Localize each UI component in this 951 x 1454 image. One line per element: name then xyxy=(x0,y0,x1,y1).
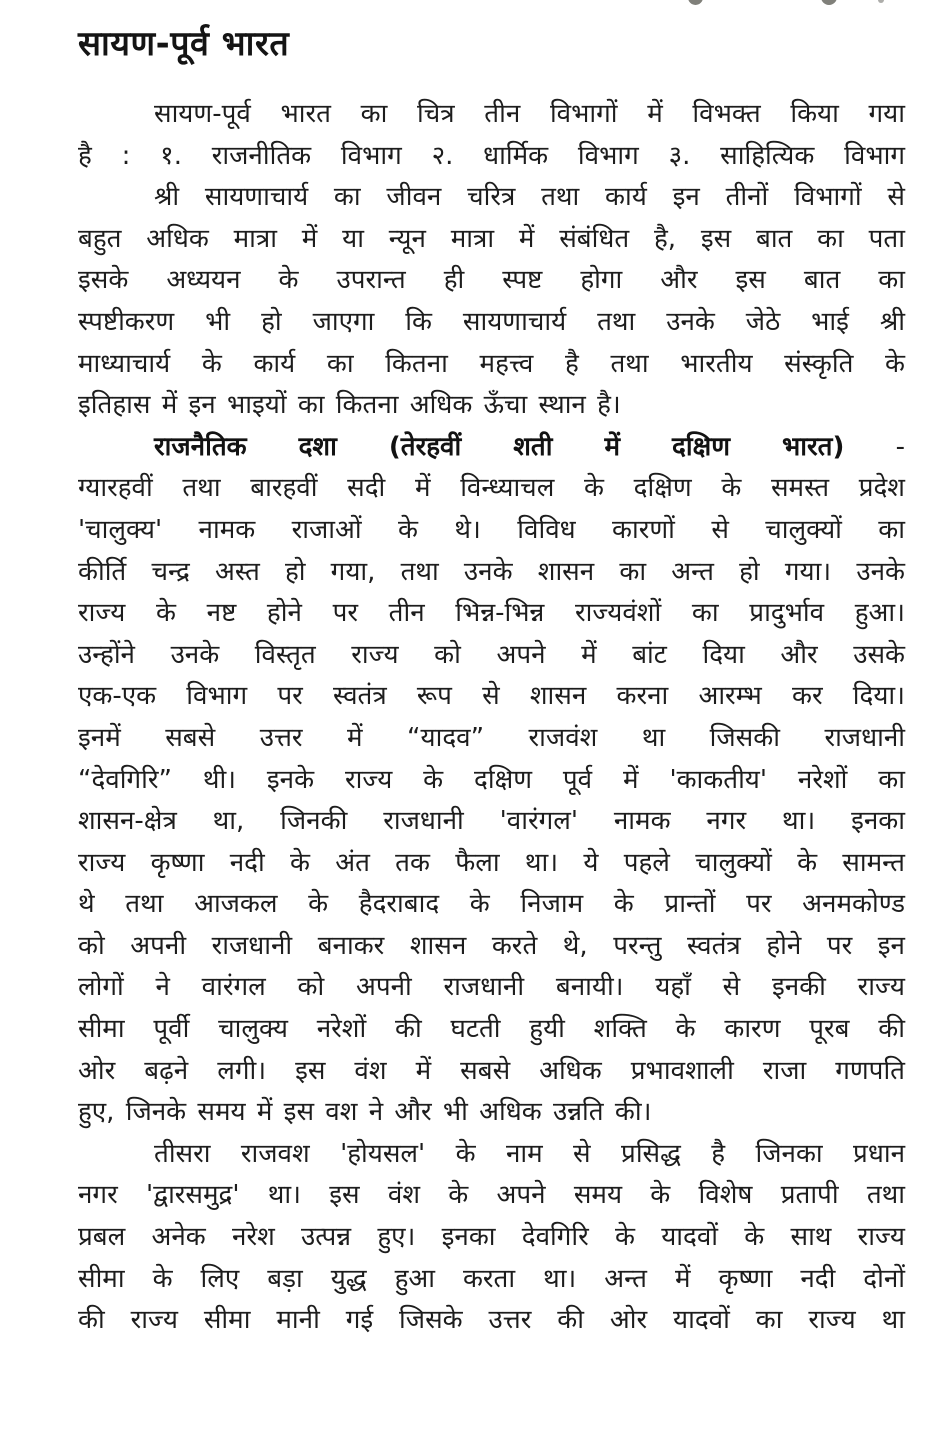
text-line: तीसरा राजवश 'होयसल' के नाम से प्रसिद्ध है जिनका प्रधान xyxy=(154,1138,905,1169)
text-line: माध्याचार्य के कार्य का कितना महत्त्व है तथा भारतीय संस्कृति के xyxy=(78,348,905,379)
text-line: की राज्य सीमा मानी गई जिसके उत्तर की ओर यादवों का राज्य था xyxy=(78,1305,905,1336)
text-line: इसके अध्ययन के उपरान्त ही स्पष्ट होगा और इस बात का xyxy=(78,265,905,296)
text-line: इतिहास में इन भाइयों का कितना अधिक ऊँचा स्थान है। xyxy=(78,390,621,421)
text-line: इनमें सबसे उत्तर में “यादव” राजवंश था जिसकी राजधानी xyxy=(78,722,905,753)
document-body xyxy=(78,94,905,1342)
text-line: प्रबल अनेक नरेश उत्पन्न हुए। इनका देवगिरि के यादवों के साथ राज्य xyxy=(78,1222,905,1253)
scan-artifact xyxy=(878,0,884,3)
scan-artifact xyxy=(821,0,837,5)
text-line: शासन-क्षेत्र था, जिनकी राजधानी 'वारंगल' नामक नगर था। इनका xyxy=(78,806,905,837)
text-line: बहुत अधिक मात्रा में या न्यून मात्रा में संबंधित है, इस बात का पता xyxy=(78,223,905,254)
text-line: उन्होंने उनके विस्तृत राज्य को अपने में बांट दिया और उसके xyxy=(78,639,905,670)
text-line: “देवगिरि” थी। इनके राज्य के दक्षिण पूर्व में 'काकतीय' नरेशों का xyxy=(78,764,905,795)
scan-artifact xyxy=(688,0,703,5)
text-line: लोगों ने वारंगल को अपनी राजधानी बनायी। यहाँ से इनकी राज्य xyxy=(78,972,905,1003)
text-line: राज्य के नष्ट होने पर तीन भिन्न-भिन्न राज्यवंशों का प्रादुर्भाव हुआ। xyxy=(78,598,905,629)
text-line: एक-एक विभाग पर स्वतंत्र रूप से शासन करना आरम्भ कर दिया। xyxy=(78,681,905,712)
text-line: हुए, जिनके समय में इस वश ने और भी अधिक उन्नति की। xyxy=(78,1097,652,1128)
text-line: स्पष्टीकरण भी हो जाएगा कि सायणाचार्य तथा उनके जेठे भाई श्री xyxy=(78,306,905,337)
text-line: 'चालुक्य' नामक राजाओं के थे। विविध कारणों से चालुक्यों का xyxy=(78,514,905,545)
text-line: सीमा पूर्वी चालुक्य नरेशों की घटती हुयी शक्ति के कारण पूरब की xyxy=(78,1014,905,1045)
text-line: ओर बढ़ने लगी। इस वंश में सबसे अधिक प्रभावशाली राजा गणपति xyxy=(78,1055,905,1086)
text-line: श्री सायणाचार्य का जीवन चरित्र तथा कार्य इन तीनों विभागों से xyxy=(154,182,905,213)
heading-dash: - xyxy=(844,431,905,462)
text-line: थे तथा आजकल के हैदराबाद के निजाम के प्रान्तों पर अनमकोण्ड xyxy=(78,889,905,920)
text-line: कीर्ति चन्द्र अस्त हो गया, तथा उनके शासन का अन्त हो गया। उनके xyxy=(78,556,905,587)
text-line: राज्य कृष्णा नदी के अंत तक फैला था। ये पहले चालुक्यों के सामन्त xyxy=(78,847,905,878)
text-line: सीमा के लिए बड़ा युद्ध हुआ करता था। अन्त में कृष्णा नदी दोनों xyxy=(78,1263,905,1294)
section-heading-line xyxy=(78,427,905,469)
text-line: ग्यारहवीं तथा बारहवीं सदी में विन्ध्याचल के दक्षिण के समस्त प्रदेश xyxy=(78,473,905,504)
text-line: है : १. राजनीतिक विभाग २. धार्मिक विभाग ३. साहित्यिक विभाग xyxy=(78,140,905,171)
section-heading: राजनैतिक दशा (तेरहवीं शती में दक्षिण भारत) xyxy=(154,431,845,462)
text-line: को अपनी राजधानी बनाकर शासन करते थे, परन्तु स्वतंत्र होने पर इन xyxy=(78,930,905,961)
text-line: नगर 'द्वारसमुद्र' था। इस वंश के अपने समय के विशेष प्रतापी तथा xyxy=(78,1180,905,1211)
page-title: सायण-पूर्व भारत xyxy=(78,24,290,64)
text-line: सायण-पूर्व भारत का चित्र तीन विभागों में विभक्त किया गया xyxy=(154,99,905,129)
